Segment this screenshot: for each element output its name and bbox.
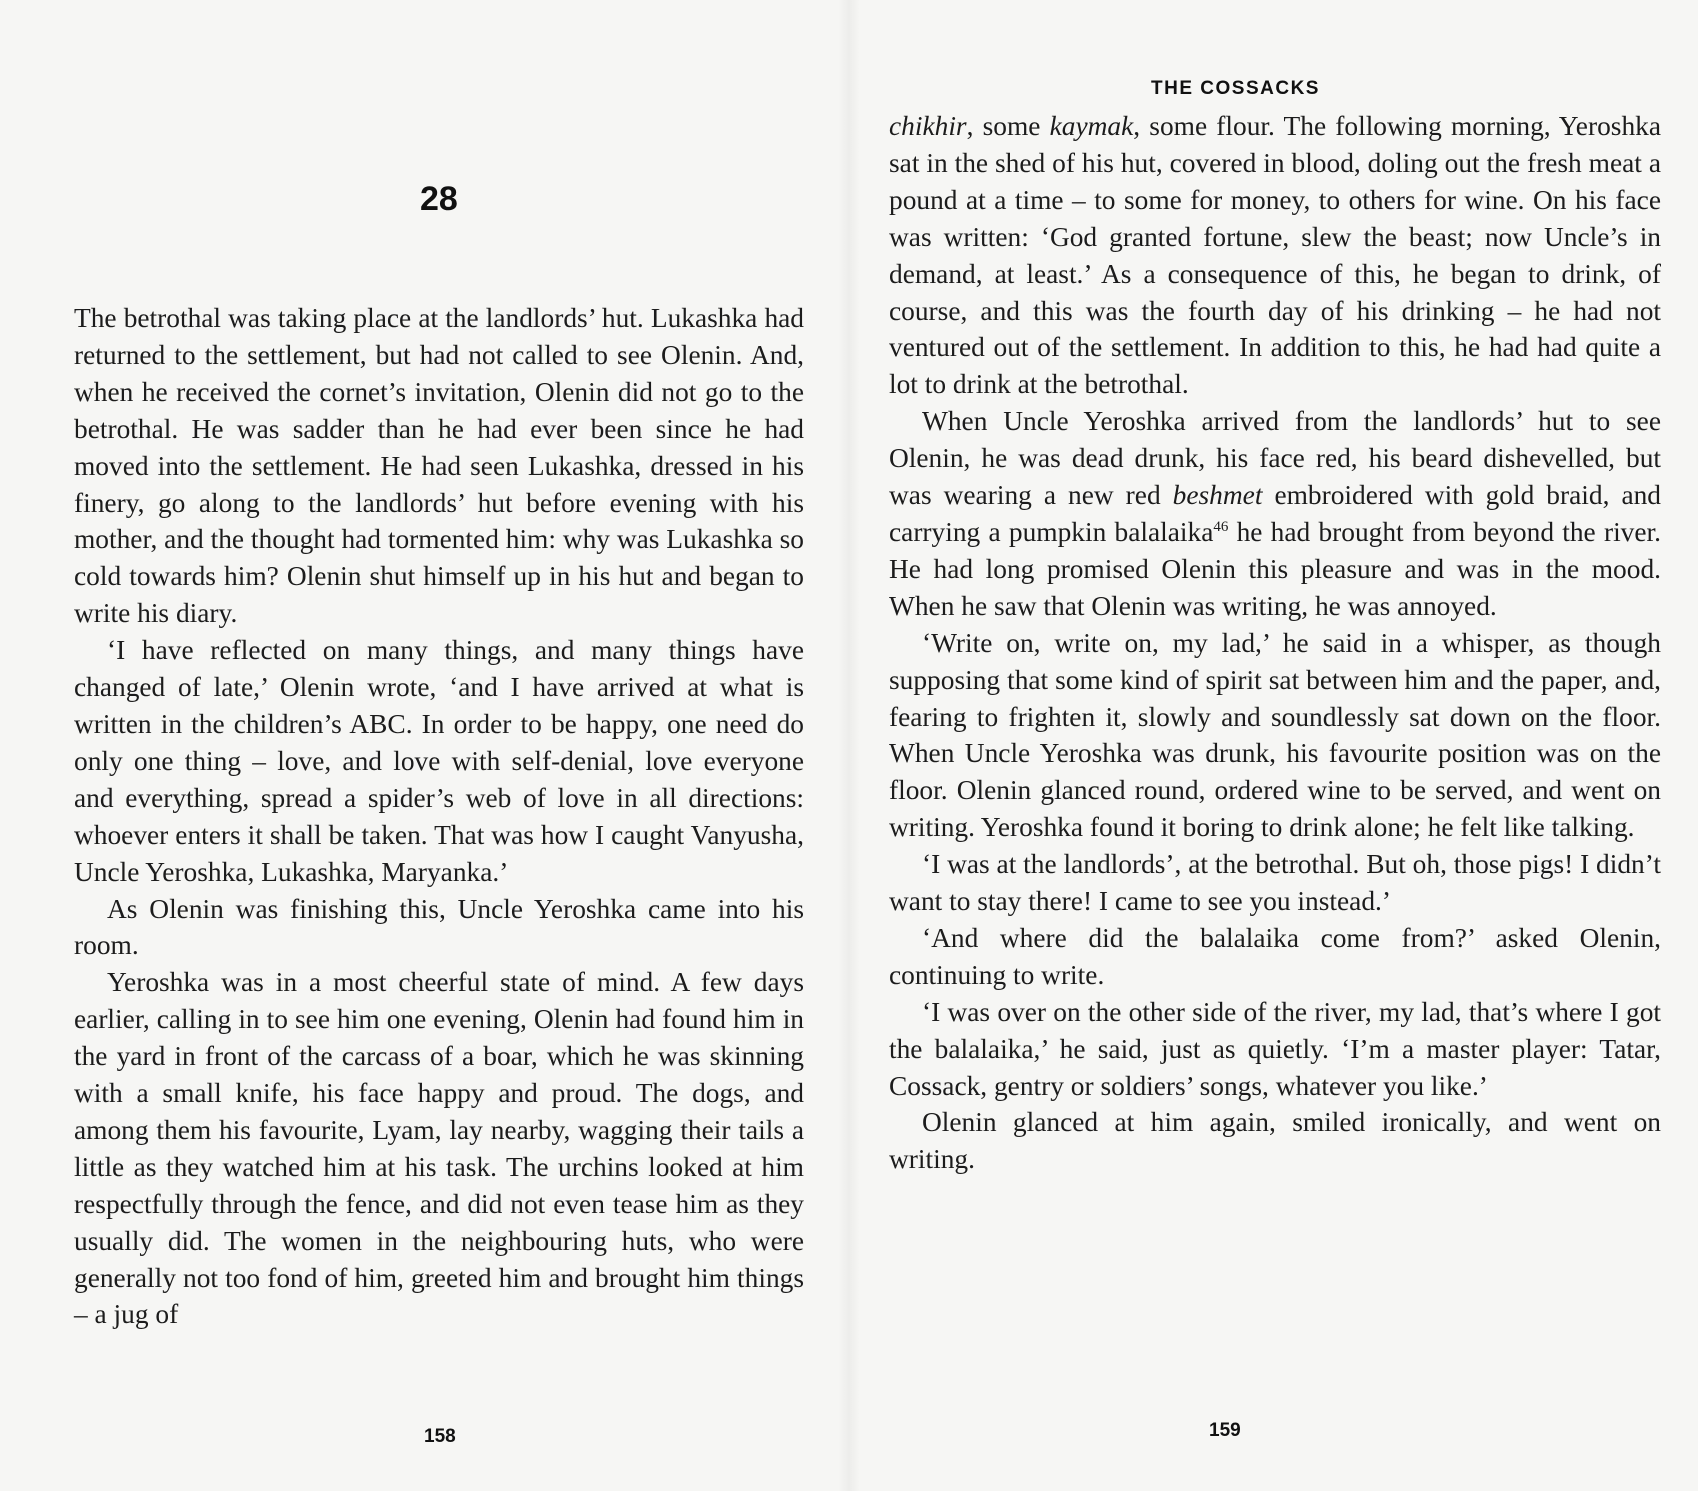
paragraph xyxy=(889,846,1661,920)
paragraph: ‘I have reflected on many things, and many things have changed of late,’ Olenin wrote, ‘and I have arrived at what is written in the children’s ABC. In order to be happy, one need do only one thing – love, and love with self-denial, love everyone and everything, spread a spider’s web of love in all directions: whoever enters it shall be taken. That was how I caught Vanyusha, Uncle Yeroshka, Lukashka, Maryanka.’ xyxy=(74,635,804,887)
paragraph xyxy=(889,1104,1661,1178)
paragraph: As Olenin was finishing this, Uncle Yeroshka came into his room. xyxy=(74,893,804,961)
text-run: , some flour. The following morning, Yeroshka sat in the shed of his hut, covered in blood, doling out the fresh meat a pound at a time – to some for money, to others for wine. On his face was written: ‘God granted fortune, slew the beast; now Uncle’s in demand, at least.’ As a consequence of this, he began to drink, of course, and this was the fourth day of his drinking – he had not ventured out of the settlement. In addition to this, he had had quite a lot to drink at the betrothal. xyxy=(889,111,1661,400)
chapter-number: 28 xyxy=(420,180,458,218)
italic-term: chikhir xyxy=(889,111,967,141)
text-run: , some xyxy=(966,111,1050,141)
text-run: ‘I was at the landlords’, at the betrothal. But oh, those pigs! I didn’t want to stay there! I came to see you instead.’ xyxy=(889,849,1661,917)
page-number: 159 xyxy=(1209,1420,1241,1441)
text-run: ‘Write on, write on, my lad,’ he said in a whisper, as though supposing that some kind of spirit sat between him and the paper, and, fearing to frighten it, slowly and soundlessly sat down on the floor. When Uncle Yeroshka was drunk, his favourite position was on the floor. Olenin glanced round, ordered wine to be served, and went on writing. Yeroshka found it boring to drink alone; he felt like talking. xyxy=(889,627,1661,843)
paragraph xyxy=(889,108,1661,403)
text-run: ‘I was over on the other side of the river, my lad, that’s where I got the balalaika,’ he said, just as quietly. ‘I’m a master player: Tatar, Cossack, gentry or soldiers’ songs, whatever you like.’ xyxy=(889,996,1661,1101)
paragraph xyxy=(889,625,1661,846)
text-run: Olenin glanced at him again, smiled ironically, and went on writing. xyxy=(889,1107,1661,1175)
paragraph xyxy=(889,920,1661,994)
left-page-text xyxy=(74,300,804,1333)
running-head: THE COSSACKS xyxy=(1151,78,1320,99)
right-page xyxy=(849,0,1698,1491)
text-run: embroidered with gold braid, and carrying a pumpkin balalaika xyxy=(889,480,1661,547)
paragraph xyxy=(889,994,1661,1105)
text-run: he had brought from beyond the river. He had long promised Olenin this pleasure and was in the mood. When he saw that Olenin was writing, he was annoyed. xyxy=(889,516,1661,621)
page-number: 158 xyxy=(424,1426,456,1447)
text-run: ‘And where did the balalaika come from?’ asked Olenin, continuing to write. xyxy=(889,922,1661,990)
text-run: When Uncle Yeroshka arrived from the landlords’ hut to see Olenin, he was dead drunk, his face red, his beard dishevelled, but was wearing a new red xyxy=(889,406,1661,511)
footnote-marker: 46 xyxy=(1213,518,1229,535)
italic-term: beshmet xyxy=(1172,480,1263,511)
right-page-text xyxy=(889,108,1661,1178)
paragraph: Yeroshka was in a most cheerful state of mind. A few days earlier, calling in to see him one evening, Olenin had found him in the yard in front of the carcass of a boar, which he was skinning with a small knife, his face happy and proud. The dogs, and among them his favourite, Lyam, lay nearby, wagging their tails a little as they watched him at his task. The urchins looked at him respectfully through the fence, and did not even tease him as they usually did. The women in the neighbouring huts, who were generally not too fond of him, greeted him and brought him things – a jug of xyxy=(74,967,804,1330)
italic-term: kaymak xyxy=(1049,111,1134,141)
paragraph xyxy=(889,403,1661,624)
paragraph: The betrothal was taking place at the landlords’ hut. Lukashka had returned to the settlement, but had not called to see Olenin. And, when he received the cornet’s invitation, Olenin did not go to the betrothal. He was sadder than he had ever been since he had moved into the settlement. He had seen Lukashka, dressed in his finery, go along to the landlords’ hut before evening with his mother, and the thought had tormented him: why was Lukashka so cold towards him? Olenin shut himself up in his hut and began to write his diary. xyxy=(74,303,804,629)
